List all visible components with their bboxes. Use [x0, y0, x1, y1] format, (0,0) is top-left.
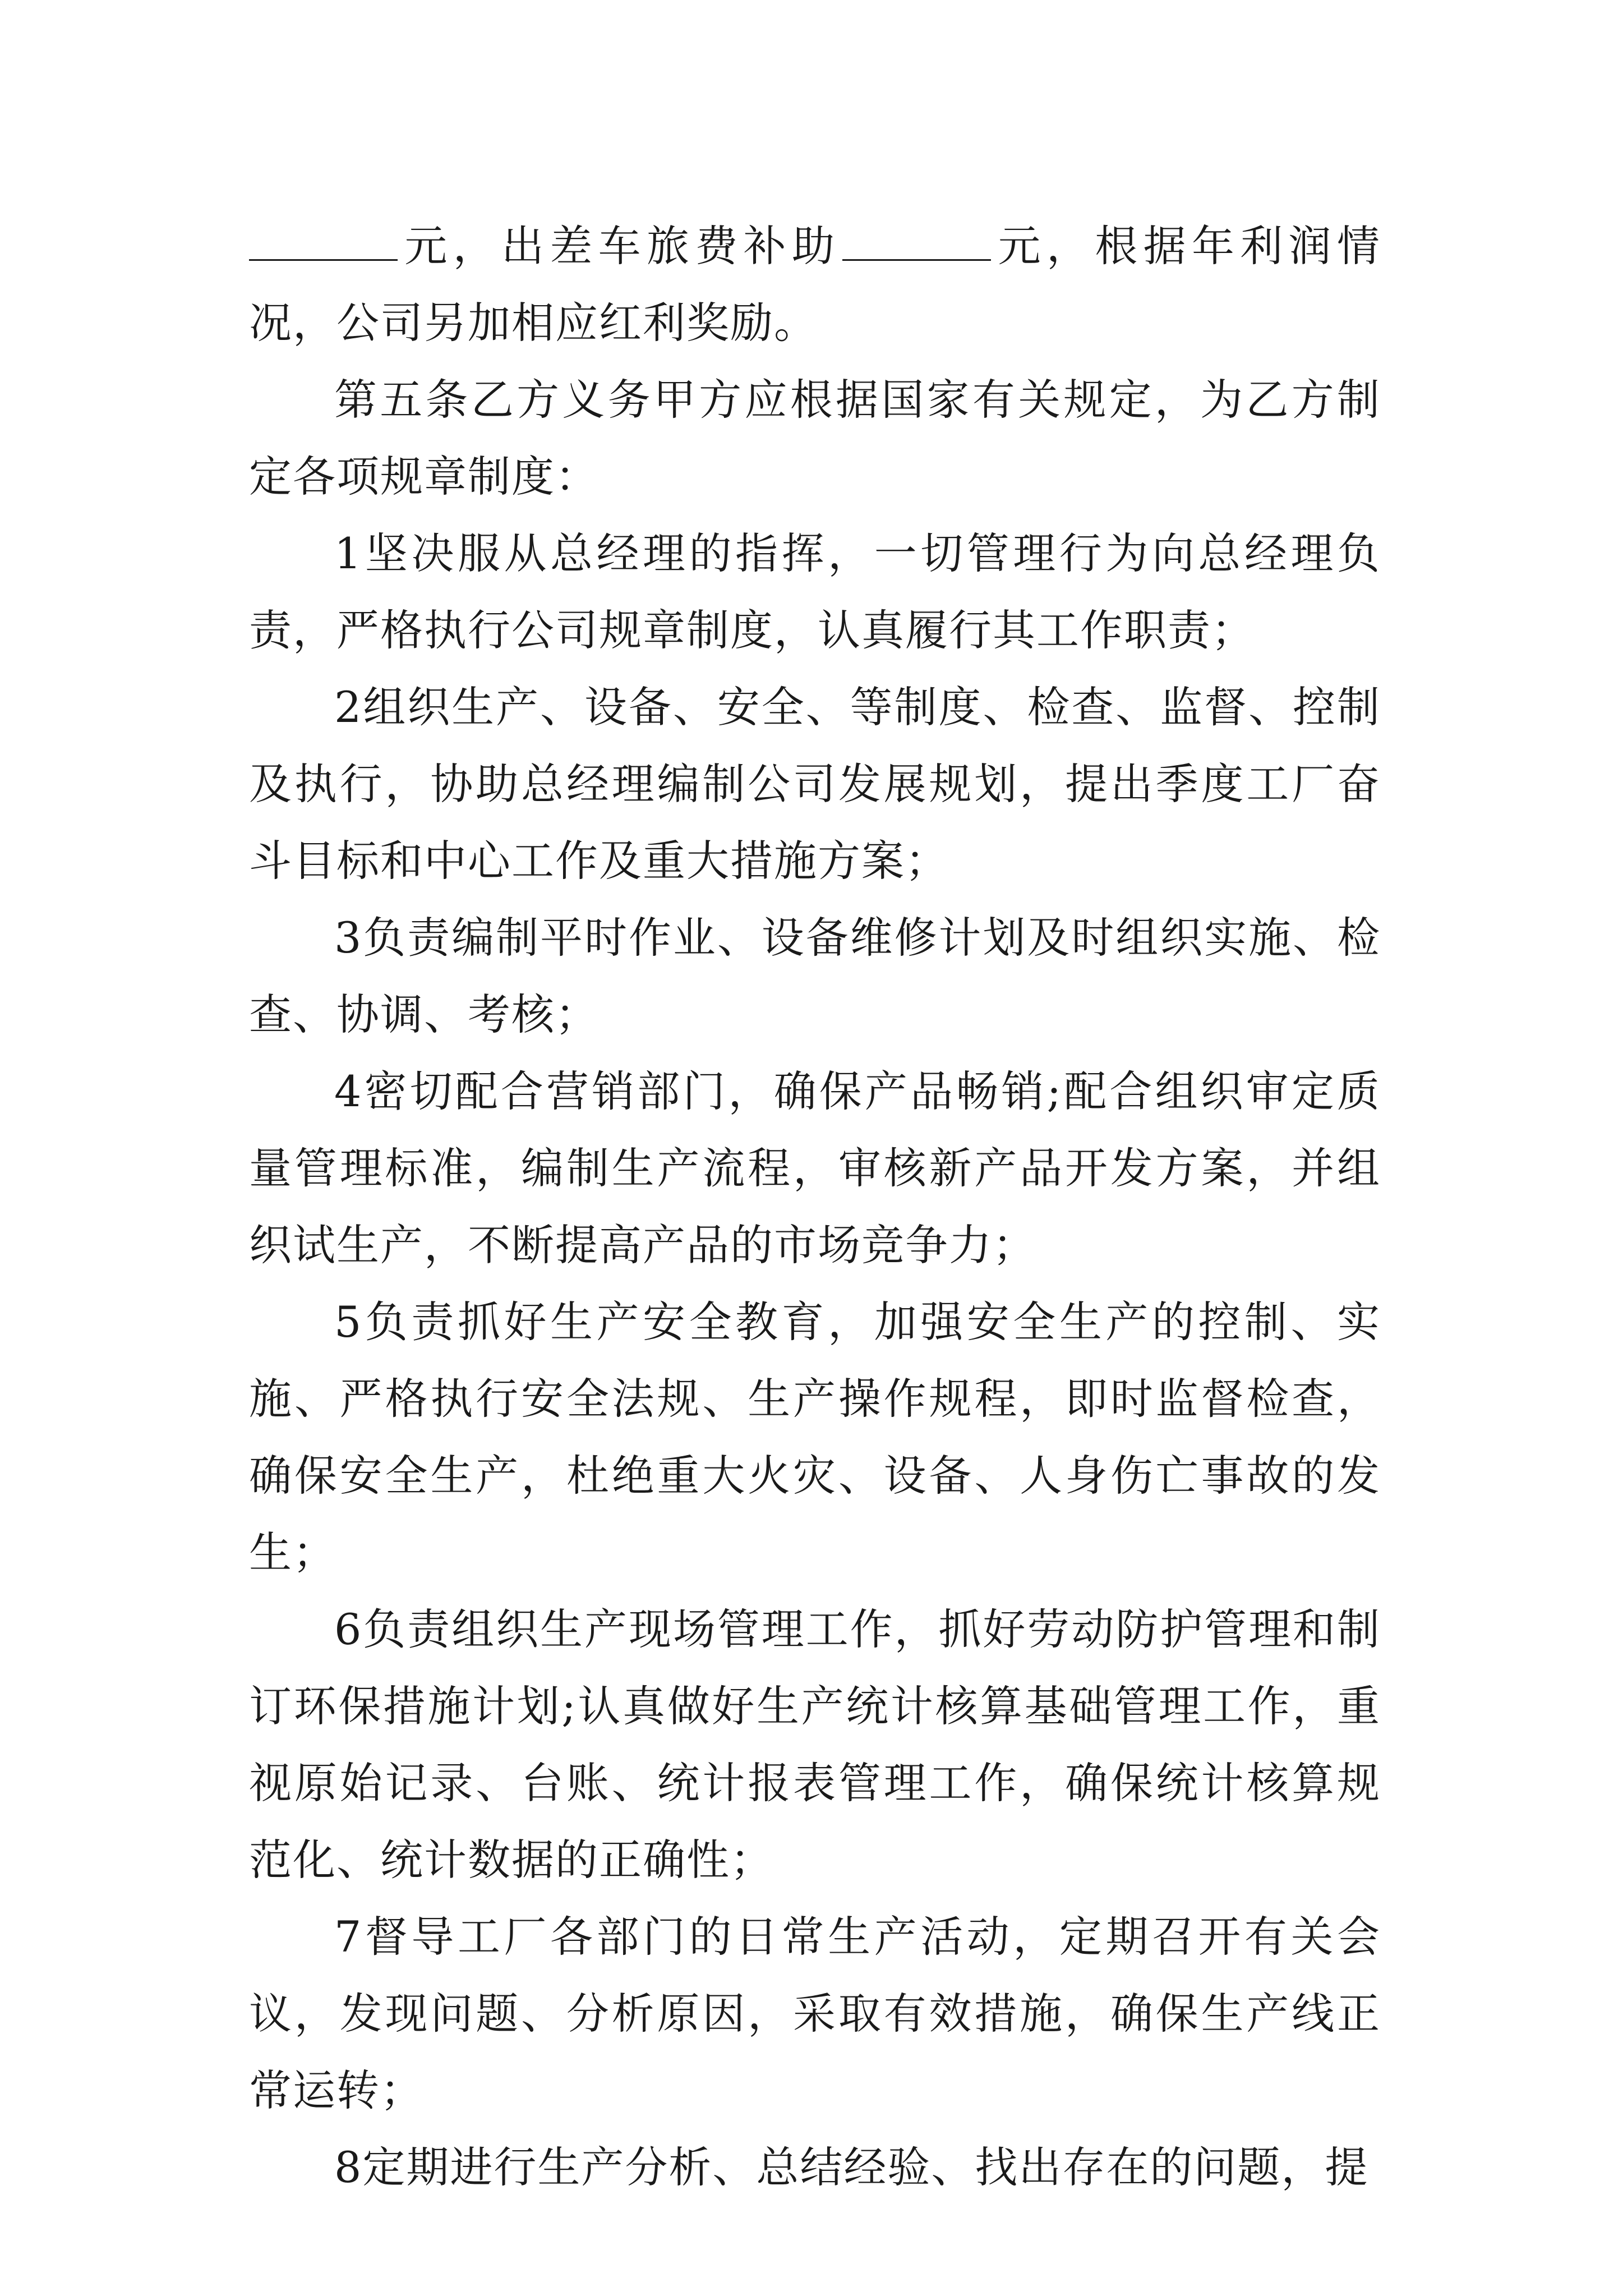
duty-item-3: 3负责编制平时作业、设备维修计划及时组织实施、检查、协调、考核；: [249, 913, 1381, 1039]
fill-in-blank-2: [842, 226, 991, 261]
duty-item-8: 8定期进行生产分析、总结经验、找出存在的问题，提: [334, 2142, 1369, 2192]
duty-item-2: 2组织生产、设备、安全、等制度、检查、监督、控制及执行，协助总经理编制公司发展规划，提出季度工厂奋斗目标和中心工作及重大措施方案；: [249, 682, 1381, 886]
article-5-heading: 第五条乙方义务甲方应根据国家有关规定，为乙方制定各项规章制度：: [249, 375, 1381, 501]
fill-in-blank-1: [249, 226, 398, 261]
duty-item-6: 6负责组织生产现场管理工作，抓好劳动防护管理和制订环保措施计划;认真做好生产统计核算基础管理工作，重视原始记录、台账、统计报表管理工作，确保统计核算规范化、统计数据的正确性；: [249, 1604, 1381, 1885]
duty-item-1: 1坚决服从总经理的指挥，一切管理行为向总经理负责，严格执行公司规章制度，认真履行其工作职责；: [249, 528, 1381, 655]
opening-paragraph: [249, 208, 1381, 361]
duty-item-7: 7督导工厂各部门的日常生产活动，定期召开有关会议，发现问题、分析原因，采取有效措施，确保生产线正常运转；: [249, 1912, 1381, 2115]
document-body: [249, 208, 1381, 2206]
duty-item-4: 4密切配合营销部门，确保产品畅销;配合组织审定质量管理标准，编制生产流程，审核新产品开发方案，并组织试生产，不断提高产品的市场竞争力；: [249, 1066, 1381, 1270]
opening-text-1: 元，出差车旅费补助: [400, 221, 841, 271]
opening-text-2: 元，根据年利润情况，公司另加相应红利奖励。: [249, 221, 1381, 348]
duty-item-5: 5负责抓好生产安全教育，加强安全生产的控制、实施、严格执行安全法规、生产操作规程，即时监督检查，确保安全生产，杜绝重大火灾、设备、人身伤亡事故的发生；: [249, 1297, 1381, 1577]
